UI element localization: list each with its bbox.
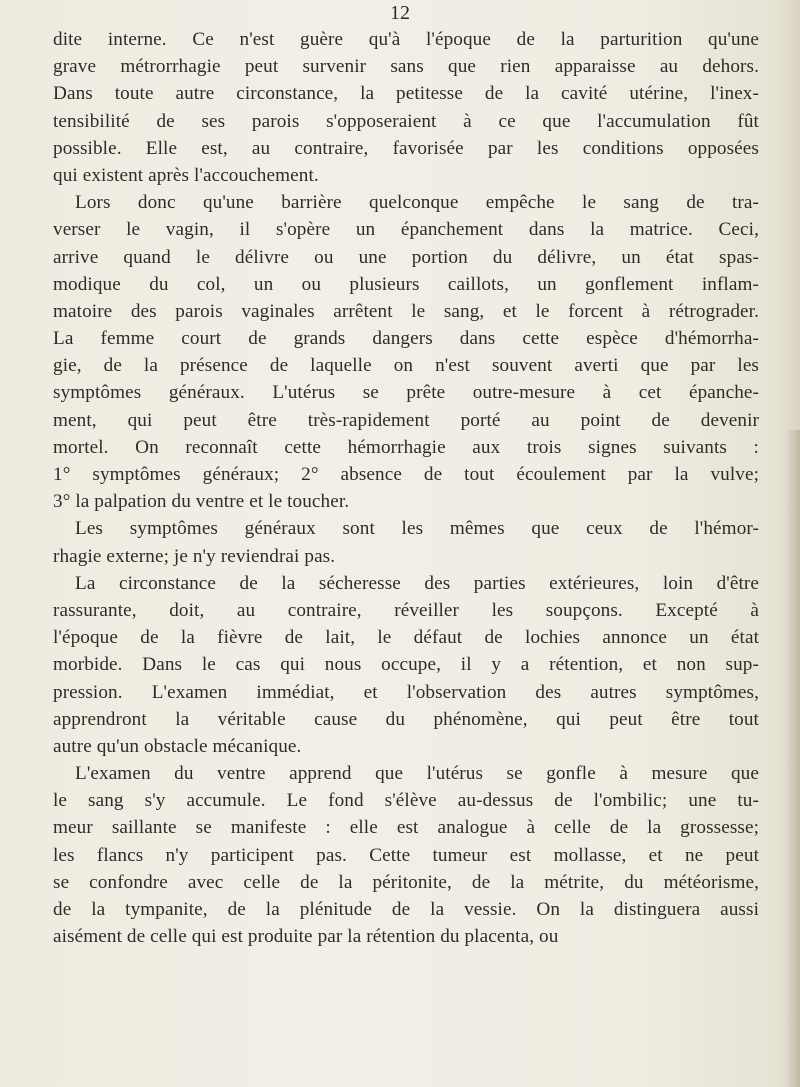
paragraph [53,26,759,189]
text-line: 1° symptômes généraux; 2° absence de tout écoulement par la vulve; [53,464,759,485]
text-line: l'époque de la fièvre de lait, le défaut de lochies annonce un état [53,627,759,649]
paragraph [53,515,759,569]
text-line: modique du col, un ou plusieurs caillots, un gonflement inflam- [53,273,759,295]
text-line: morbide. Dans le cas qui nous occupe, il y a rétention, et non sup- [53,654,759,676]
text-line: ment, qui peut être très-rapidement porté au point de devenir [53,409,759,431]
text-line: grave métrorrhagie peut survenir sans que rien apparaisse au dehors. [53,56,759,78]
paragraph [53,570,759,760]
text-line: autre qu'un obstacle mécanique. [53,735,302,757]
text-line: rassurante, doit, au contraire, réveiller les soupçons. Excepté à [53,599,759,621]
text-line: tensibilité de ses parois s'opposeraient à ce que l'accumulation fût [53,110,759,132]
text-line: mortel. On reconnaît cette hémorrhagie aux trois signes suivants : [53,436,759,458]
text-line: de la tympanite, de la plénitude de la vessie. On la distinguera aussi [53,899,759,920]
text-line: La femme court de grands dangers dans cette espèce d'hémorrha- [53,328,759,350]
paragraph [53,760,759,950]
text-line: gie, de la présence de laquelle on n'est souvent averti que par les [53,355,759,377]
text-line: dite interne. Ce n'est guère qu'à l'époque de la parturition qu'une [53,29,759,50]
text-line: les flancs n'y participent pas. Cette tumeur est mollasse, et ne peut [53,844,759,866]
text-line: symptômes généraux. L'utérus se prête outre-mesure à cet épanche- [53,382,759,404]
body-text [53,26,759,950]
page-edge-shadow [786,430,800,1087]
text-line: aisément de celle qui est produite par la rétention du placenta, ou [53,926,559,948]
text-line: qui existent après l'accouchement. [53,164,319,186]
text-line: L'examen du ventre apprend que l'utérus se gonfle à mesure que [75,763,759,785]
text-line: rhagie externe; je n'y reviendrai pas. [53,545,336,567]
page-number: 12 [390,2,410,24]
text-line: Les symptômes généraux sont les mêmes que ceux de l'hémor- [75,518,759,540]
text-line: le sang s'y accumule. Le fond s'élève au-dessus de l'ombilic; une tu- [53,790,759,812]
text-line: matoire des parois vaginales arrêtent le sang, et le forcent à rétrograder. [53,300,759,322]
paragraph [53,189,759,515]
text-line: 3° la palpation du ventre et le toucher. [53,491,350,513]
text-line: arrive quand le délivre ou une portion du délivre, un état spas- [53,246,759,268]
text-line: Lors donc qu'une barrière quelconque empêche le sang de tra- [75,192,759,214]
text-line: Dans toute autre circonstance, la petitesse de la cavité utérine, l'inex- [53,83,759,105]
text-line: possible. Elle est, au contraire, favorisée par les conditions opposées [53,137,759,159]
text-line: verser le vagin, il s'opère un épanchement dans la matrice. Ceci, [53,219,759,241]
text-line: La circonstance de la sécheresse des parties extérieures, loin d'être [75,572,759,594]
text-line: apprendront la véritable cause du phénomène, qui peut être tout [53,708,759,730]
text-line: meur saillante se manifeste : elle est analogue à celle de la grossesse; [53,817,759,839]
text-line: se confondre avec celle de la péritonite, de la métrite, du météorisme, [53,871,759,893]
text-line: pression. L'examen immédiat, et l'observation des autres symptômes, [53,681,759,703]
